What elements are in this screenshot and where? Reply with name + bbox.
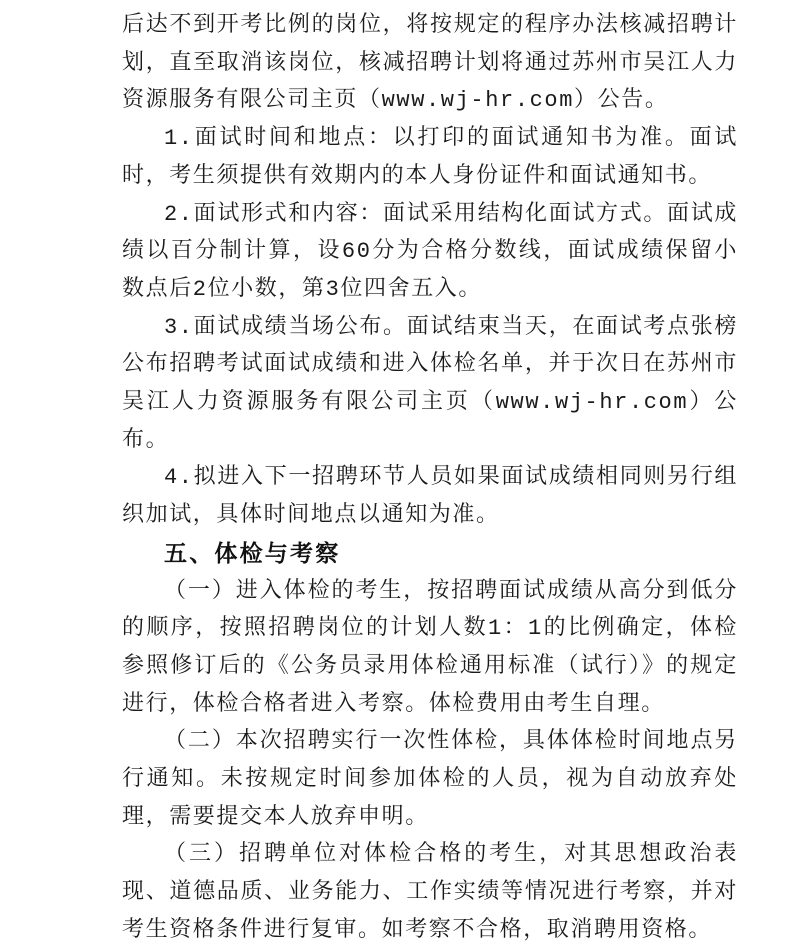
paragraph-sub-1-exam-candidates: （一）进入体检的考生，按招聘面试成绩从高分到低分的顺序，按照招聘岗位的计划人数1：1的比例确定，体检参照修订后的《公务员录用体检通用标准（试行）》的规定进行，体检合格者进入考察。体检费用由考生自理。: [122, 578, 738, 717]
paragraph-item-2-interview-format: 2.面试形式和内容：面试采用结构化面试方式。面试成绩以百分制计算，设60分为合格分数线，面试成绩保留小数点后2位小数，第3位四舍五入。: [122, 201, 738, 302]
paragraph-continuation: 后达不到开考比例的岗位，将按规定的程序办法核减招聘计划，直至取消该岗位，核减招聘计划将通过苏州市吴江人力资源服务有限公司主页（www.wj-hr.com）公告。: [122, 13, 738, 114]
paragraph-sub-2-one-time-exam: （二）本次招聘实行一次性体检，具体体检时间地点另行通知。未按规定时间参加体检的人员，视为自动放弃处理，需要提交本人放弃申明。: [122, 729, 738, 830]
paragraph-item-1-interview-time: 1.面试时间和地点：以打印的面试通知书为准。面试时，考生须提供有效期内的本人身份证件和面试通知书。: [122, 126, 738, 189]
document-page: [122, 0, 738, 950]
paragraph-item-3-score-announcement: 3.面试成绩当场公布。面试结束当天，在面试考点张榜公布招聘考试面试成绩和进入体检名单，并于次日在苏州市吴江人力资源服务有限公司主页（www.wj-hr.com）公布。: [122, 314, 738, 453]
paragraph-sub-3-background-check: （三）招聘单位对体检合格的考生，对其思想政治表现、道德品质、业务能力、工作实绩等情况进行考察，并对考生资格条件进行复审。如考察不合格，取消聘用资格。: [122, 842, 738, 943]
paragraph-item-4-tiebreak: 4.拟进入下一招聘环节人员如果面试成绩相同则另行组织加试，具体时间地点以通知为准。: [122, 465, 738, 529]
section-heading-physical-exam: 五、体检与考察: [164, 539, 341, 566]
